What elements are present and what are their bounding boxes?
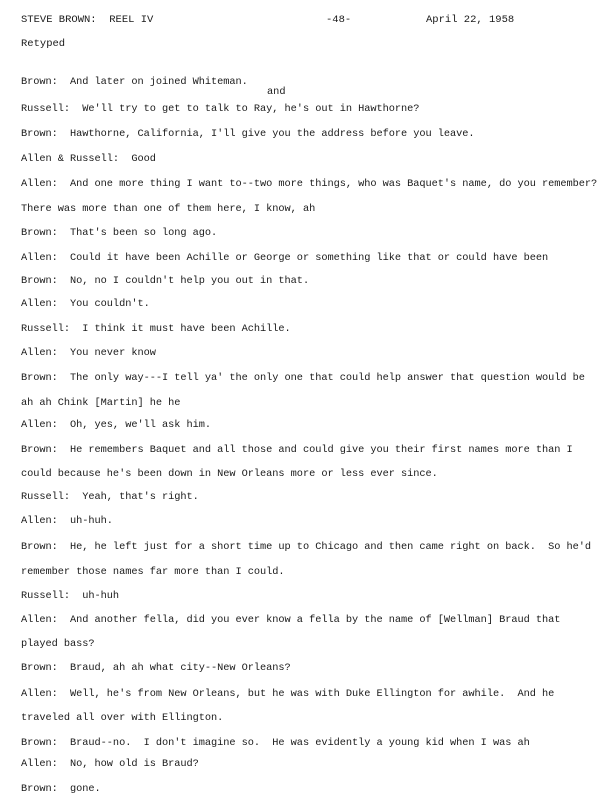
transcript-line: Brown: He remembers Baquet and all those and could give you their first names more than I — [21, 444, 573, 456]
transcript-line: Brown: No, no I couldn't help you out in that. — [21, 275, 310, 287]
transcript-line: Allen: Oh, yes, we'll ask him. — [21, 419, 212, 431]
transcript-line: traveled all over with Ellington. — [21, 712, 224, 724]
transcript-line: Allen: Well, he's from New Orleans, but he was with Duke Ellington for awhile. And he — [21, 688, 555, 700]
transcript-line: Allen: No, how old is Braud? — [21, 758, 199, 770]
transcript-line: Brown: Hawthorne, California, I'll give you the address before you leave. — [21, 128, 475, 140]
transcript-line: Brown: And later on joined Whiteman. — [21, 76, 248, 88]
transcript-line: Allen: You couldn't. — [21, 298, 150, 310]
transcript-line: Russell: uh-huh — [21, 590, 120, 602]
transcript-line: played bass? — [21, 638, 95, 650]
transcript-line: Allen & Russell: Good — [21, 153, 156, 165]
retyped-note: Retyped — [21, 38, 66, 50]
transcript-line: Allen: uh-huh. — [21, 515, 113, 527]
transcript-line: Russell: Yeah, that's right. — [21, 491, 199, 503]
transcript-line: Allen: And one more thing I want to--two more things, who was Baquet's name, do you remember? — [21, 178, 598, 190]
transcript-line: Allen: Could it have been Achille or George or something like that or could have been — [21, 252, 549, 264]
header-reel-title: STEVE BROWN: REEL IV — [21, 14, 154, 26]
transcript-line: Allen: And another fella, did you ever know a fella by the name of [Wellman] Braud that — [21, 614, 561, 626]
transcript-line: could because he's been down in New Orleans more or less ever since. — [21, 468, 438, 480]
transcript-line: Brown: He, he left just for a short time up to Chicago and then came right on back. So he'd — [21, 541, 592, 553]
transcript-line: Russell: I think it must have been Achille. — [21, 323, 291, 335]
transcript-line: remember those names far more than I could. — [21, 566, 285, 578]
handwritten-insert: and — [267, 86, 286, 98]
transcript-line: There was more than one of them here, I know, ah — [21, 203, 316, 215]
transcript-line: Brown: The only way---I tell ya' the only one that could help answer that question would be — [21, 372, 585, 384]
transcript-line: Allen: You never know — [21, 347, 156, 359]
transcript-line: Russell: We'll try to get to talk to Ray, he's out in Hawthorne? — [21, 103, 420, 115]
header-date: April 22, 1958 — [426, 14, 515, 26]
transcript-line: Brown: Braud, ah ah what city--New Orleans? — [21, 662, 291, 674]
transcript-line: Brown: gone. — [21, 783, 101, 795]
transcript-line: Brown: Braud--no. I don't imagine so. He was evidently a young kid when I was ah — [21, 737, 530, 749]
transcript-line: ah ah Chink [Martin] he he — [21, 397, 181, 409]
transcript-line: Brown: That's been so long ago. — [21, 227, 218, 239]
header-page-number: -48- — [326, 14, 352, 26]
